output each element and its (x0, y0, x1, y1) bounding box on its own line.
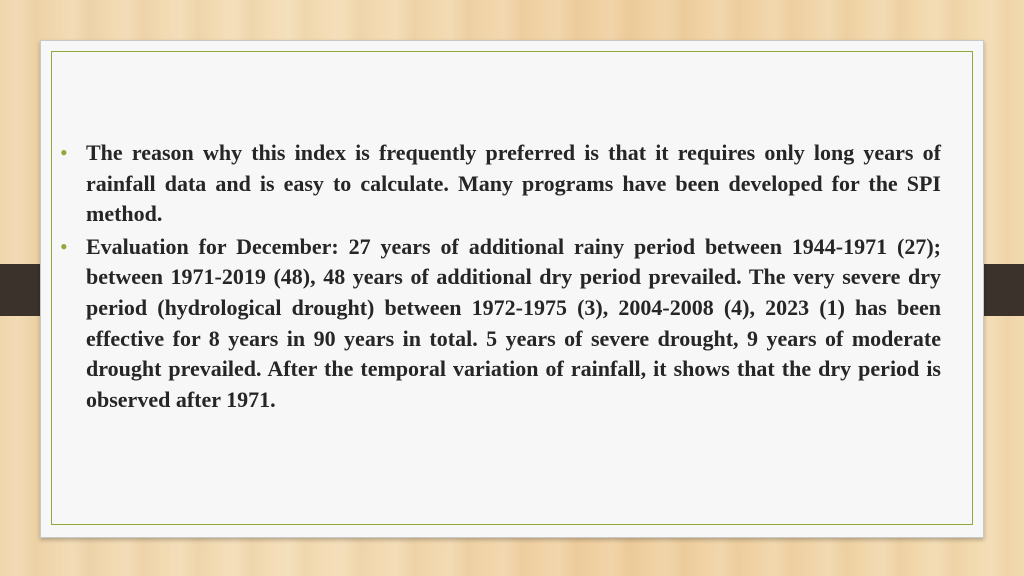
bullet-item-december-evaluation (60, 232, 941, 416)
left-decor-band (0, 264, 42, 316)
slide-content (60, 138, 941, 417)
bullet-item-spi-preference (60, 138, 941, 230)
bullet-dot-icon: • (60, 140, 68, 165)
bullet-dot-icon: • (60, 233, 68, 259)
bullet-text: Evaluation for December: 27 years of additional rainy period between 1944-1971 (27); between 1971-2019 (48), 48 years of additional dry period prevailed. The very severe dry period (hydrological drought) between 1972-1975 (3), 2004-2008 (4), 2023 (1) has been effective for 8 years in 90 years in total. 5 years of severe drought, 9 years of moderate drought prevailed. After the temporal variation of rainfall, it shows that the dry period is observed after 1971. (86, 233, 941, 412)
bullet-text: The reason why this index is frequently preferred is that it requires only long years of rainfall data and is easy to calculate. Many programs have been developed for the SPI method. (86, 140, 941, 227)
